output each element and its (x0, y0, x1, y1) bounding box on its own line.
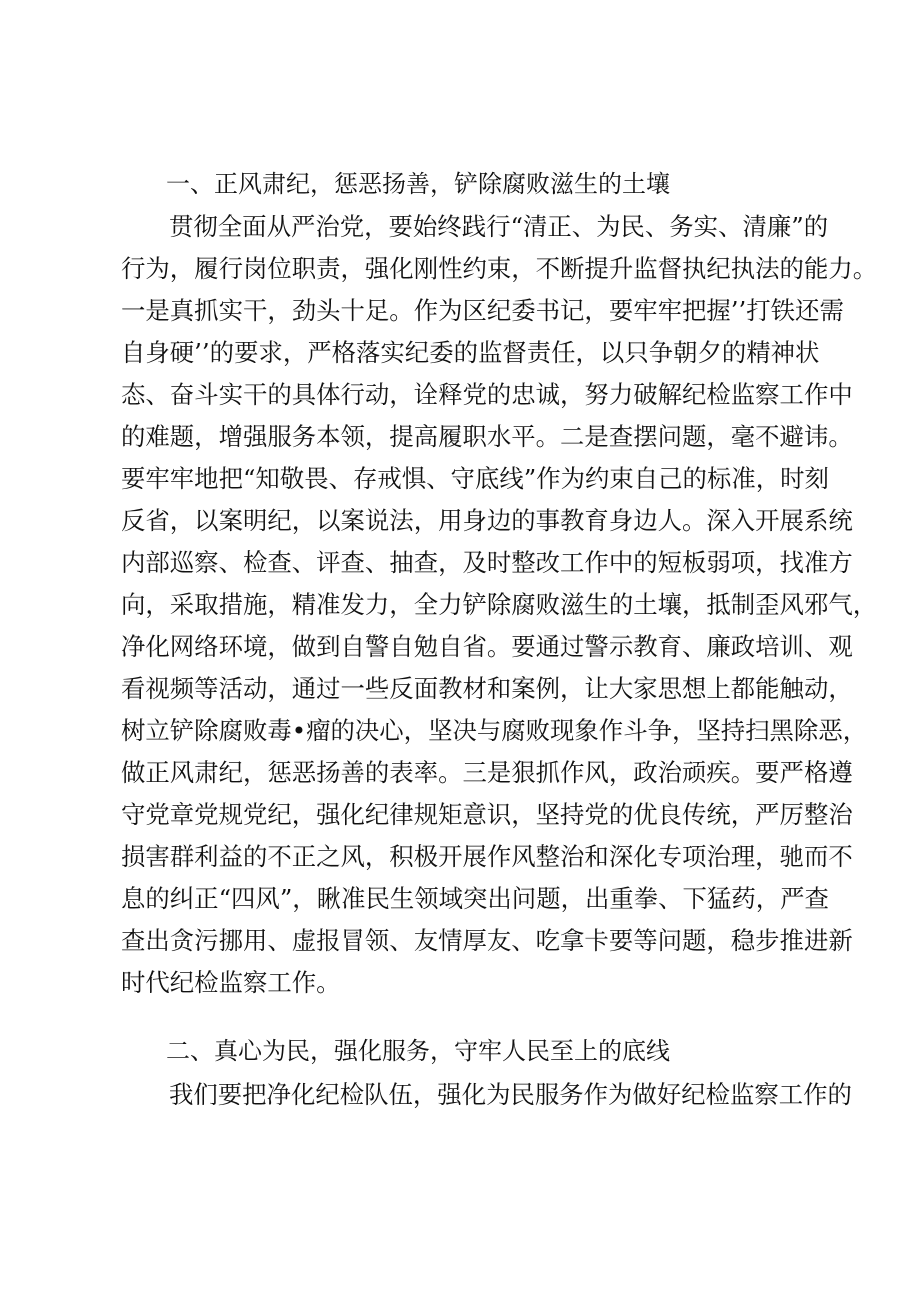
paragraph-1-line: 贯彻全面从严治党，要始终践行“清正、为民、务实、清廉”的 (169, 212, 829, 241)
paragraph-1-line: 向，采取措施，精准发力，全力铲除腐败滋生的土壤，抵制歪风邪气， (121, 590, 878, 619)
paragraph-1-line: 时代纪检监察工作。 (121, 968, 341, 997)
paragraph-1-line: 自身硬’’的要求，严格落实纪委的监督责任，以只争朝夕的精神状 (121, 338, 820, 367)
paragraph-1-line: 一是真抓实干，劲头十足。作为区纪委书记，要牢牢把握’’打铁还需 (121, 296, 844, 325)
paragraph-1-line: 行为，履行岗位职责，强化刚性约束，不断提升监督执纪执法的能力。 (121, 254, 878, 283)
paragraph-1-line: 内部巡察、检查、评查、抽查，及时整改工作中的短板弱项，找准方 (121, 548, 853, 577)
paragraph-1-line: 的难题，增强服务本领，提高履职水平。二是查摆问题，毫不避讳。 (121, 422, 853, 451)
paragraph-1-line: 息的纠正“四风”，瞅准民生领域突出问题，出重拳、下猛药，严查 (121, 884, 829, 913)
paragraph-1-line: 态、奋斗实干的具体行动，诠释党的忠诚，努力破解纪检监察工作中 (121, 380, 853, 409)
paragraph-1-line: 反省，以案明纪，以案说法，用身边的事教育身边人。深入开展系统 (121, 506, 853, 535)
paragraph-2-line: 我们要把净化纪检队伍，强化为民服务作为做好纪检监察工作的 (169, 1080, 852, 1109)
paragraph-1-line: 要牢牢地把“知敬畏、存戒惧、守底线”作为约束自己的标准，时刻 (121, 464, 829, 493)
paragraph-1-line: 树立铲除腐败毒•瘤的决心，坚决与腐败现象作斗争，坚持扫黑除恶， (121, 716, 868, 745)
section-1-heading: 一、正风肃纪，惩恶扬善，铲除腐败滋生的土壤 (166, 170, 670, 198)
section-2-heading: 二、真心为民，强化服务，守牢人民至上的底线 (166, 1037, 670, 1065)
paragraph-1-line: 损害群利益的不正之风，积极开展作风整治和深化专项治理，驰而不 (121, 842, 853, 871)
paragraph-1-line: 守党章党规党纪，强化纪律规矩意识，坚持党的优良传统，严厉整治 (121, 800, 853, 829)
paragraph-1-line: 做正风肃纪，惩恶扬善的表率。三是狠抓作风，政治顽疾。要严格遵 (121, 758, 853, 787)
paragraph-1-line: 净化网络环境，做到自警自勉自省。要通过警示教育、廉政培训、观 (121, 632, 853, 661)
paragraph-1-line: 看视频等活动，通过一些反面教材和案例，让大家思想上都能触动， (121, 674, 853, 703)
paragraph-1-line: 查出贪污挪用、虚报冒领、友情厚友、吃拿卡要等问题，稳步推进新 (121, 926, 853, 955)
